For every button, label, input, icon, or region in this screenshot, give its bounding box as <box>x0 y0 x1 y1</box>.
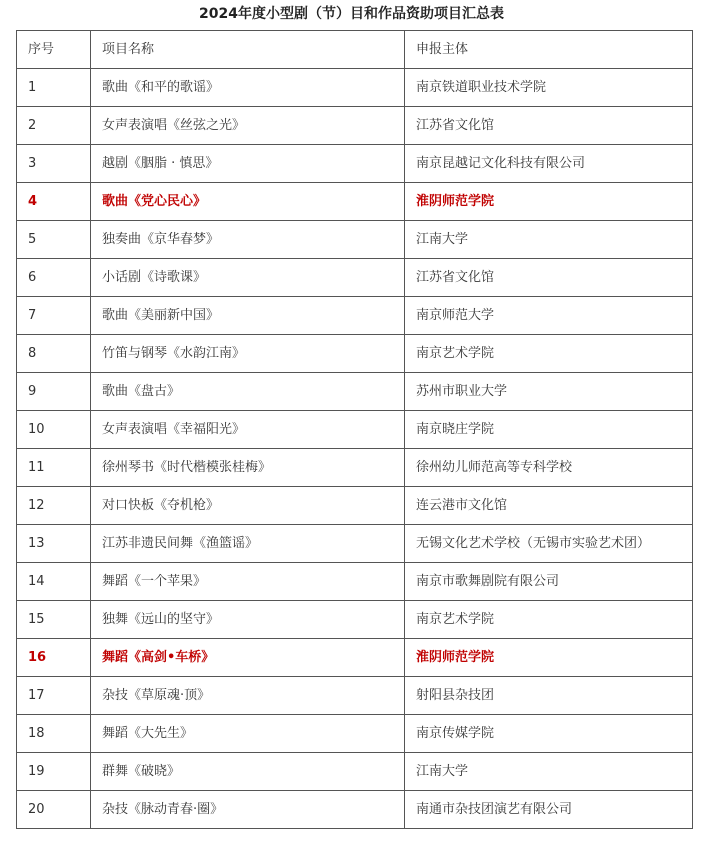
table-row <box>17 69 693 107</box>
table-row <box>17 183 693 221</box>
applicant-cell: 淮阴师范学院 <box>405 639 693 677</box>
applicant-cell: 南通市杂技团演艺有限公司 <box>405 791 693 829</box>
project-name-cell: 歌曲《党心民心》 <box>91 183 405 221</box>
row-number-cell: 13 <box>17 525 91 563</box>
table-row <box>17 639 693 677</box>
project-name-cell: 歌曲《盘古》 <box>91 373 405 411</box>
table-row <box>17 221 693 259</box>
table-row <box>17 335 693 373</box>
row-number-cell: 10 <box>17 411 91 449</box>
applicant-cell: 江南大学 <box>405 221 693 259</box>
table-row <box>17 411 693 449</box>
row-number-cell: 1 <box>17 69 91 107</box>
applicant-cell: 连云港市文化馆 <box>405 487 693 525</box>
project-name-cell: 女声表演唱《丝弦之光》 <box>91 107 405 145</box>
applicant-cell: 南京铁道职业技术学院 <box>405 69 693 107</box>
table-row <box>17 373 693 411</box>
applicant-cell: 江苏省文化馆 <box>405 107 693 145</box>
project-name-cell: 徐州琴书《时代楷模张桂梅》 <box>91 449 405 487</box>
column-header-applicant: 申报主体 <box>405 31 693 69</box>
row-number-cell: 20 <box>17 791 91 829</box>
table-body <box>17 69 693 829</box>
row-number-cell: 4 <box>17 183 91 221</box>
project-name-cell: 舞蹈《一个苹果》 <box>91 563 405 601</box>
table-row <box>17 525 693 563</box>
page-title: 2024年度小型剧（节）目和作品资助项目汇总表 <box>199 6 504 22</box>
project-name-cell: 竹笛与钢琴《水韵江南》 <box>91 335 405 373</box>
row-number-cell: 19 <box>17 753 91 791</box>
project-name-cell: 歌曲《和平的歌谣》 <box>91 69 405 107</box>
project-name-cell: 江苏非遗民间舞《渔篮谣》 <box>91 525 405 563</box>
project-name-cell: 越剧《胭脂 · 慎思》 <box>91 145 405 183</box>
row-number-cell: 14 <box>17 563 91 601</box>
table-row <box>17 107 693 145</box>
row-number-cell: 2 <box>17 107 91 145</box>
table-row <box>17 715 693 753</box>
table-row <box>17 259 693 297</box>
project-name-cell: 杂技《草原魂·顶》 <box>91 677 405 715</box>
row-number-cell: 15 <box>17 601 91 639</box>
applicant-cell: 淮阴师范学院 <box>405 183 693 221</box>
row-number-cell: 9 <box>17 373 91 411</box>
row-number-cell: 12 <box>17 487 91 525</box>
row-number-cell: 7 <box>17 297 91 335</box>
table-row <box>17 677 693 715</box>
row-number-cell: 3 <box>17 145 91 183</box>
row-number-cell: 17 <box>17 677 91 715</box>
applicant-cell: 南京晓庄学院 <box>405 411 693 449</box>
table-row <box>17 297 693 335</box>
applicant-cell: 江苏省文化馆 <box>405 259 693 297</box>
table-row <box>17 753 693 791</box>
table-row <box>17 791 693 829</box>
row-number-cell: 5 <box>17 221 91 259</box>
row-number-cell: 18 <box>17 715 91 753</box>
table-row <box>17 145 693 183</box>
table-row <box>17 563 693 601</box>
project-name-cell: 女声表演唱《幸福阳光》 <box>91 411 405 449</box>
project-name-cell: 独奏曲《京华春梦》 <box>91 221 405 259</box>
project-name-cell: 舞蹈《大先生》 <box>91 715 405 753</box>
applicant-cell: 南京艺术学院 <box>405 601 693 639</box>
project-name-cell: 舞蹈《高剑•车桥》 <box>91 639 405 677</box>
applicant-cell: 南京市歌舞剧院有限公司 <box>405 563 693 601</box>
table-row <box>17 487 693 525</box>
funding-table <box>16 30 693 829</box>
row-number-cell: 8 <box>17 335 91 373</box>
table-row <box>17 449 693 487</box>
applicant-cell: 南京传媒学院 <box>405 715 693 753</box>
project-name-cell: 对口快板《夺机枪》 <box>91 487 405 525</box>
applicant-cell: 江南大学 <box>405 753 693 791</box>
column-header-project: 项目名称 <box>91 31 405 69</box>
table-row <box>17 601 693 639</box>
row-number-cell: 11 <box>17 449 91 487</box>
row-number-cell: 6 <box>17 259 91 297</box>
applicant-cell: 射阳县杂技团 <box>405 677 693 715</box>
project-name-cell: 小话剧《诗歌课》 <box>91 259 405 297</box>
project-name-cell: 歌曲《美丽新中国》 <box>91 297 405 335</box>
applicant-cell: 南京艺术学院 <box>405 335 693 373</box>
project-name-cell: 杂技《脉动青春·圈》 <box>91 791 405 829</box>
table-header-row <box>17 31 693 69</box>
applicant-cell: 南京师范大学 <box>405 297 693 335</box>
row-number-cell: 16 <box>17 639 91 677</box>
project-name-cell: 群舞《破晓》 <box>91 753 405 791</box>
project-name-cell: 独舞《远山的坚守》 <box>91 601 405 639</box>
applicant-cell: 无锡文化艺术学校（无锡市实验艺术团） <box>405 525 693 563</box>
applicant-cell: 南京昆越记文化科技有限公司 <box>405 145 693 183</box>
column-header-number: 序号 <box>17 31 91 69</box>
applicant-cell: 徐州幼儿师范高等专科学校 <box>405 449 693 487</box>
applicant-cell: 苏州市职业大学 <box>405 373 693 411</box>
